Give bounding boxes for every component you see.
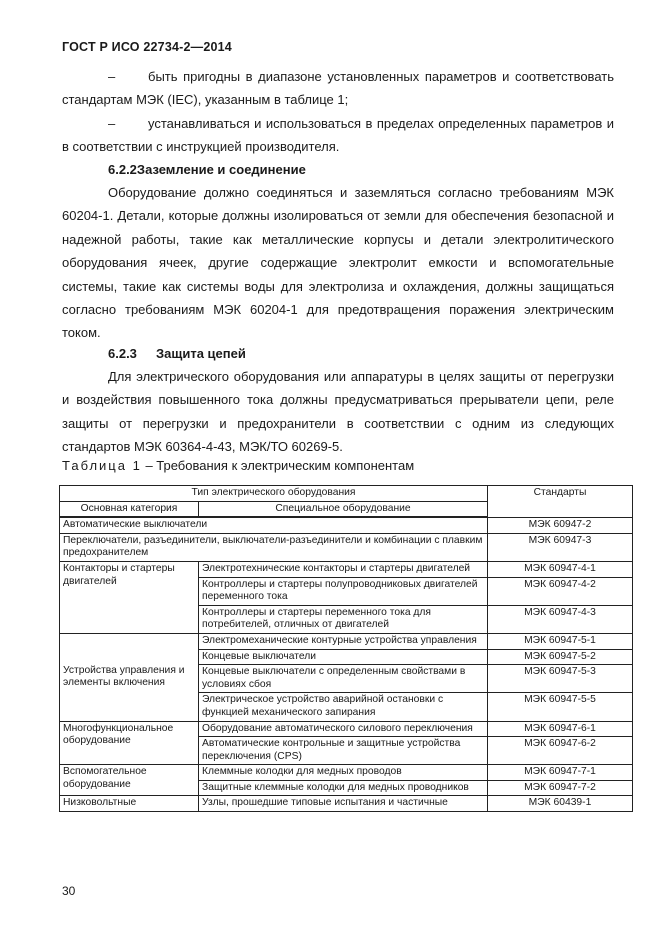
standard-cell: МЭК 60439-1 [488,796,633,812]
equipment-cell: Контроллеры и стартеры полупроводниковых двигателей переменного тока [199,577,488,605]
list-dash: – [108,116,116,131]
standard-cell: МЭК 60947-3 [488,533,633,561]
table-row [60,765,633,781]
requirements-table [59,485,633,812]
section-number: 6.2.3 [108,346,137,361]
standard-cell: МЭК 60947-2 [488,517,633,533]
equipment-cell: Электрическое устройство аварийной остановки с функцией механического запирания [199,693,488,721]
document-header: ГОСТ Р ИСО 22734-2—2014 [62,40,232,54]
table-row [60,796,633,812]
table-caption-text: – Требования к электрическим компонентам [141,458,415,473]
equipment-cell: Автоматические выключатели [60,517,488,533]
equipment-cell: Оборудование автоматического силового переключения [199,721,488,737]
standard-cell: МЭК 60947-7-2 [488,780,633,796]
page-number: 30 [62,884,76,898]
list-item [62,112,614,159]
header-main-category: Основная категория [60,501,199,517]
table-caption [62,458,414,473]
equipment-cell: Узлы, прошедшие типовые испытания и частичные [199,796,488,812]
header-special-equipment: Специальное оборудование [199,501,488,517]
standard-cell: МЭК 60947-4-3 [488,605,633,633]
category-cell: Вспомогательное оборудование [60,765,199,796]
header-equipment-type: Тип электрического оборудования [60,486,488,502]
list-item-text: быть пригодны в диапазоне установленных параметров и соответствовать стандартам МЭК (IEC), указанным в таблице 1; [62,69,614,108]
standard-cell: МЭК 60947-5-2 [488,649,633,665]
equipment-cell: Электромеханические контурные устройства управления [199,633,488,649]
equipment-cell: Концевые выключатели [199,649,488,665]
table-row [60,633,633,649]
category-cell: Низковольтные [60,796,199,812]
section-623-paragraph: Для электрического оборудования или аппаратуры в целях защиты от перегрузки и воздействия повышенного тока должны предусматриваться прерыватели цепи, реле защиты от перегрузки и предохранители в соответствии с одним из следующих стандартов МЭК 60364-4-43, МЭК/ТО 60269-5. [62,369,614,455]
section-title: Защита цепей [156,346,246,361]
category-cell: Устройства управления и элементы включения [60,633,199,721]
section-title: Заземление и соединение [136,162,306,177]
standard-cell: МЭК 60947-5-5 [488,693,633,721]
standard-cell: МЭК 60947-4-2 [488,577,633,605]
equipment-cell: Автоматические контрольные и защитные устройства переключения (CPS) [199,737,488,765]
section-heading-622 [108,162,306,177]
category-cell: Контакторы и стартеры двигателей [60,561,199,633]
list-dash: – [108,69,116,84]
section-heading-623 [108,346,246,361]
equipment-cell: Переключатели, разъединители, выключатели-разъединители и комбинации с плавким предохранителем [60,533,488,561]
category-cell: Многофункциональное оборудование [60,721,199,765]
standard-cell: МЭК 60947-7-1 [488,765,633,781]
standard-cell: МЭК 60947-6-2 [488,737,633,765]
equipment-cell: Контроллеры и стартеры переменного тока для потребителей, отличных от двигателей [199,605,488,633]
header-standards: Стандарты [488,486,633,518]
standard-cell: МЭК 60947-5-1 [488,633,633,649]
standard-cell: МЭК 60947-6-1 [488,721,633,737]
list-item-text: устанавливаться и использоваться в пределах определенных параметров и в соответствии с инструкцией производителя. [62,116,614,155]
list-item [62,65,614,112]
table-caption-label: Таблица 1 [62,458,142,473]
table-row [60,517,633,533]
table-row [60,533,633,561]
section-number: 6.2.2 [108,162,137,177]
table-row [60,561,633,577]
standard-cell: МЭК 60947-5-3 [488,665,633,693]
equipment-cell: Концевые выключатели с определенным свойствами в условиях сбоя [199,665,488,693]
standard-cell: МЭК 60947-4-1 [488,561,633,577]
equipment-cell: Клеммные колодки для медных проводов [199,765,488,781]
equipment-cell: Защитные клеммные колодки для медных проводников [199,780,488,796]
equipment-cell: Электротехнические контакторы и стартеры двигателей [199,561,488,577]
table-row [60,721,633,737]
section-622-paragraph: Оборудование должно соединяться и заземляться согласно требованиям МЭК 60204-1. Детали, которые должны изолироваться от земли для обеспечения безопасной и надежной работы, такие как металлические корпусы и детали электролитического оборудования ячеек, другие содержащие электролит емкости и вспомогательные системы, такие как системы воды для электролиза и охлаждения, должны защищаться согласно требованиям МЭК 60204-1 для предотвращения поражения электрическим током. [62,185,614,341]
